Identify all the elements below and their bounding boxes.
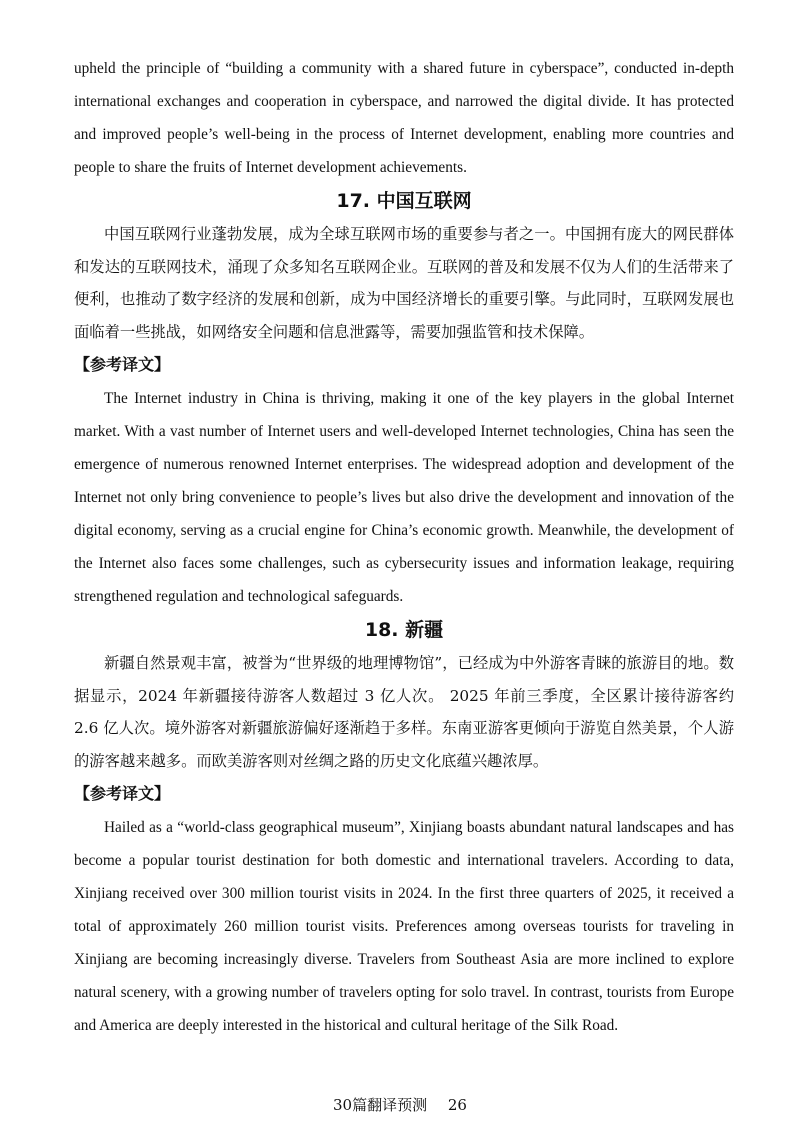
page-footer — [0, 1094, 800, 1115]
section-17-translation: The Internet industry in China is thriving, making it one of the key players in the global Internet market. With a vast number of Internet users and well-developed Internet technologies, China has seen the emergence of numerous renowned Internet enterprises. The widespread adoption and development of the Internet not only bring convenience to people’s lives but also drive the development and innovation of the digital economy, serving as a crucial engine for China’s economic growth. Meanwhile, the development of the Internet also faces some challenges, such as cybersecurity issues and information leakage, requiring strengthened regulation and technological safeguards. — [74, 390, 734, 605]
section-18-title: 18. 新疆 — [364, 619, 444, 641]
document-page — [74, 52, 734, 1042]
footer-page-number: 26 — [447, 1096, 467, 1114]
section-17-title: 17. 中国互联网 — [336, 190, 472, 212]
footer-book-title: 30篇翻译预测 — [333, 1096, 428, 1114]
section-18-reference-label: 【参考译文】 — [74, 784, 171, 803]
section-18-chinese-text: 新疆自然景观丰富，被誉为“世界级的地理博物馆”，已经成为中外游客青睐的旅游目的地。数据显示，2024 年新疆接待游客人数超过 3 亿人次。 2025 年前三季度，全区累计接待游客约 2.6 亿人次。境外游客对新疆旅游偏好逐渐趋于多样。东南亚游客更倾向于游览自然美景，个人游的游客越来越多。而欧美游客则对丝绸之路的历史文化底蕴兴趣浓厚。 — [74, 654, 734, 770]
intro-paragraph: upheld the principle of “building a community with a shared future in cyberspace”, conducted in-depth international exchanges and cooperation in cyberspace, and narrowed the digital divide. It has protected and improved people’s well-being in the process of Internet development, enabling more countries and people to share the fruits of Internet development achievements. — [74, 60, 734, 176]
section-18-translation: Hailed as a “world-class geographical museum”, Xinjiang boasts abundant natural landscapes and has become a popular tourist destination for both domestic and international travelers. According to data, Xinjiang received over 300 million tourist visits in 2024. In the first three quarters of 2025, it received a total of approximately 260 million tourist visits. Preferences among overseas tourists for traveling in Xinjiang are becoming increasingly diverse. Travelers from Southeast Asia are more inclined to explore natural scenery, with a growing number of travelers opting for solo travel. In contrast, tourists from Europe and America are deeply interested in the historical and cultural heritage of the Silk Road. — [74, 819, 734, 1034]
section-17-reference-label: 【参考译文】 — [74, 355, 171, 374]
section-17-chinese-text: 中国互联网行业蓬勃发展，成为全球互联网市场的重要参与者之一。中国拥有庞大的网民群体和发达的互联网技术，涌现了众多知名互联网企业。互联网的普及和发展不仅为人们的生活带来了便利，也推动了数字经济的发展和创新，成为中国经济增长的重要引擎。与此同时，互联网发展也面临着一些挑战，如网络安全问题和信息泄露等，需要加强监管和技术保障。 — [74, 225, 734, 341]
